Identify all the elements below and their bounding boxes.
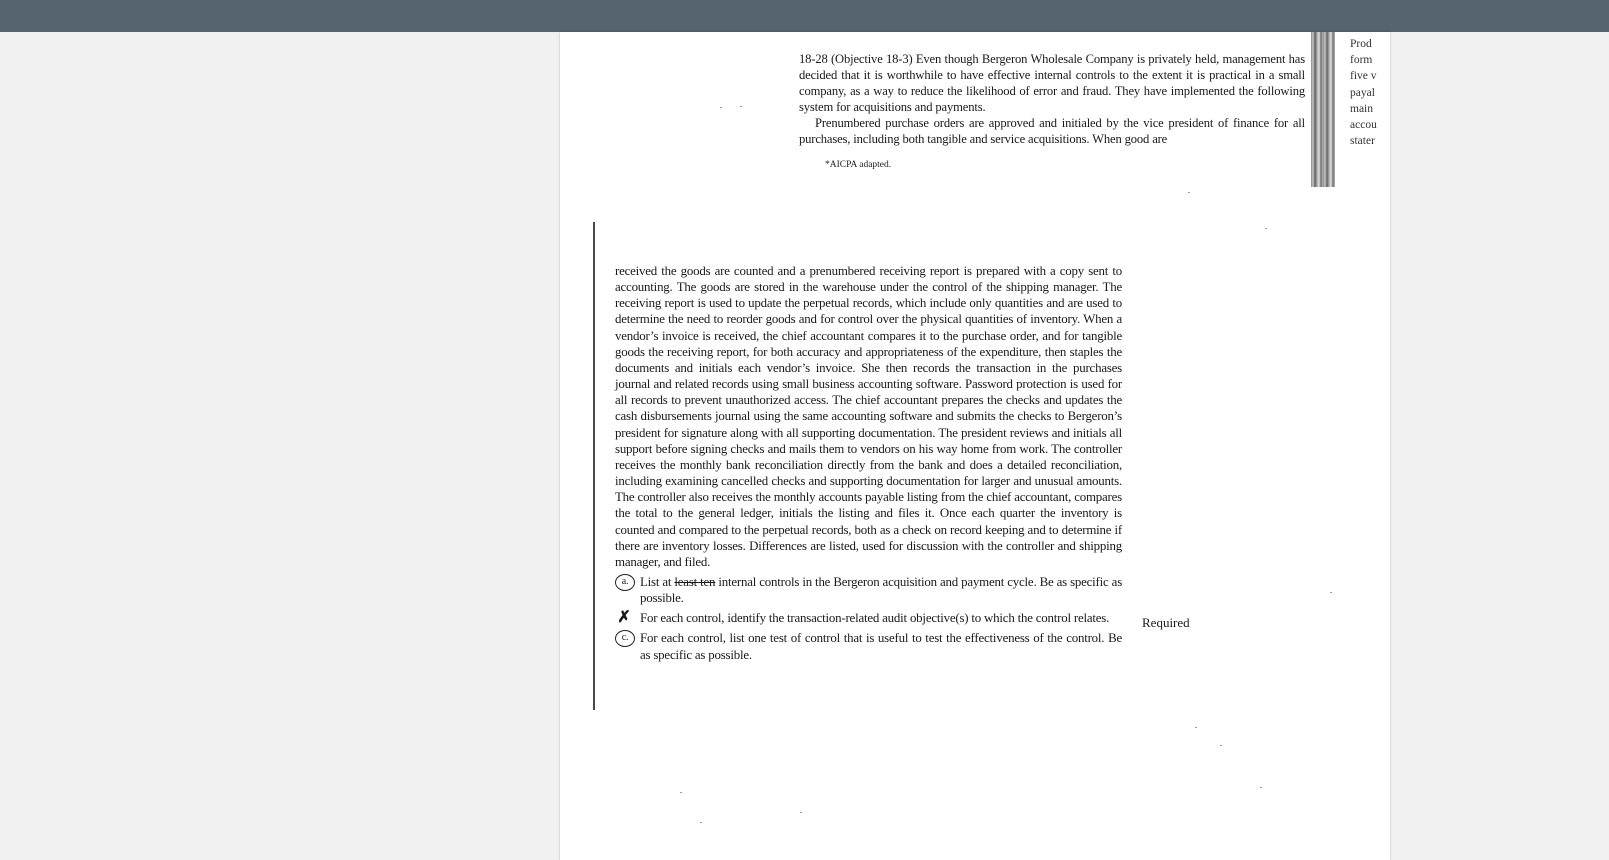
- scan-speck: [720, 107, 722, 108]
- required-item-c: [615, 630, 1122, 662]
- struck-text: least ten: [674, 574, 716, 589]
- problem-excerpt: [799, 51, 1305, 147]
- margin-fragment: five v: [1350, 70, 1377, 83]
- margin-fragment: accou: [1350, 119, 1377, 132]
- margin-fragment: main: [1350, 102, 1373, 115]
- circle-mark-icon: a.: [615, 574, 635, 591]
- required-item-b: [615, 610, 1122, 626]
- scan-speck: [800, 812, 802, 813]
- document-page: [560, 32, 1390, 860]
- circle-mark-icon: c.: [615, 630, 635, 647]
- adjacent-page-margin: [1350, 36, 1390, 149]
- problem-intro: [799, 51, 1305, 115]
- scan-speck: [1330, 592, 1332, 593]
- required-list: [615, 574, 1122, 663]
- required-label: Required: [1142, 615, 1190, 630]
- item-prefix: List at: [640, 574, 675, 589]
- footnote: *AICPA adapted.: [825, 160, 892, 170]
- scan-speck: [680, 792, 682, 793]
- page-binding-shadow: [1311, 32, 1335, 187]
- margin-fragment: payal: [1350, 86, 1375, 99]
- problem-objective: (Objective 18-3): [830, 52, 913, 66]
- body-paragraph: received the goods are counted and a prenumbered receiving report is prepared with a copy sent to accounting. The goods are stored in the warehouse under the control of the shipping manager. The receiving report is used to update the perpetual records, which include only quantities and are used to determine the need to reorder goods and for control over the physical quantities of inventory. When a vendor’s invoice is received, the chief accountant compares it to the purchase order, and for tangible goods the receiving report, for both accuracy and appropriateness of the expenditure, then staples the documents and initials each vendor’s invoice. She then records the transaction in the purchases journal and related records using small business accounting software. Password protection is used for all records to prevent unauthorized access. The chief accountant prepares the checks and updates the cash disbursements journal using the same accounting software and submits the checks to Bergeron’s president for signature along with all supporting documentation. The president reviews and initials all support before signing checks and mails them to vendors on his way home from work. The controller receives the monthly bank reconciliation directly from the bank and does a detailed reconciliation, including examining cancelled checks and supporting documentation for larger and unusual amounts. The controller also receives the monthly accounts payable listing from the chief accountant, compares the total to the general ledger, initials the listing and files it. Once each quarter the inventory is counted and compared to the perpetual records, both as a check on record keeping and to determine if there are inventory losses. Differences are listed, used for discussion with the controller and shipping manager, and filed.: [615, 264, 1122, 569]
- problem-intro-text: Even though Bergeron Wholesale Company is privately held, management has decided that it is worthwhile to have effective internal controls to the extent it is practical in a small company, as a way to reduce the likelihood of error and fraud. They have implemented the following system for acquisitions and payments.: [799, 52, 1305, 114]
- item-text: For each control, list one test of control that is useful to test the effectiveness of the control. Be as specific as possible.: [640, 631, 1122, 662]
- problem-continuation: Prenumbered purchase orders are approved and initialed by the vice president of finance for all purchases, including both tangible and service acquisitions. When good are: [799, 116, 1305, 146]
- scan-speck: [700, 822, 702, 823]
- scan-speck: [1220, 745, 1222, 746]
- scan-speck: [740, 106, 742, 107]
- required-item-a: [615, 574, 1122, 606]
- item-text: internal controls in the Bergeron acquisition and payment cycle. Be as specific as possible.: [640, 574, 1123, 606]
- scan-speck: [1265, 228, 1267, 229]
- margin-fragment: Prod: [1350, 38, 1372, 50]
- margin-fragment: stater: [1350, 135, 1375, 148]
- left-margin-rule: [593, 222, 595, 710]
- margin-fragment: form: [1350, 54, 1373, 67]
- item-text: For each control, identify the transaction-related audit objective(s) to which the control relates.: [640, 611, 1110, 626]
- problem-body: [615, 263, 1122, 667]
- scan-speck: [1195, 727, 1197, 728]
- viewer-toolbar: [0, 0, 1609, 32]
- scan-speck: [1260, 787, 1262, 788]
- cross-mark-icon: ✗: [617, 609, 631, 627]
- scan-speck: [1188, 192, 1190, 193]
- problem-number: 18-28: [799, 52, 828, 66]
